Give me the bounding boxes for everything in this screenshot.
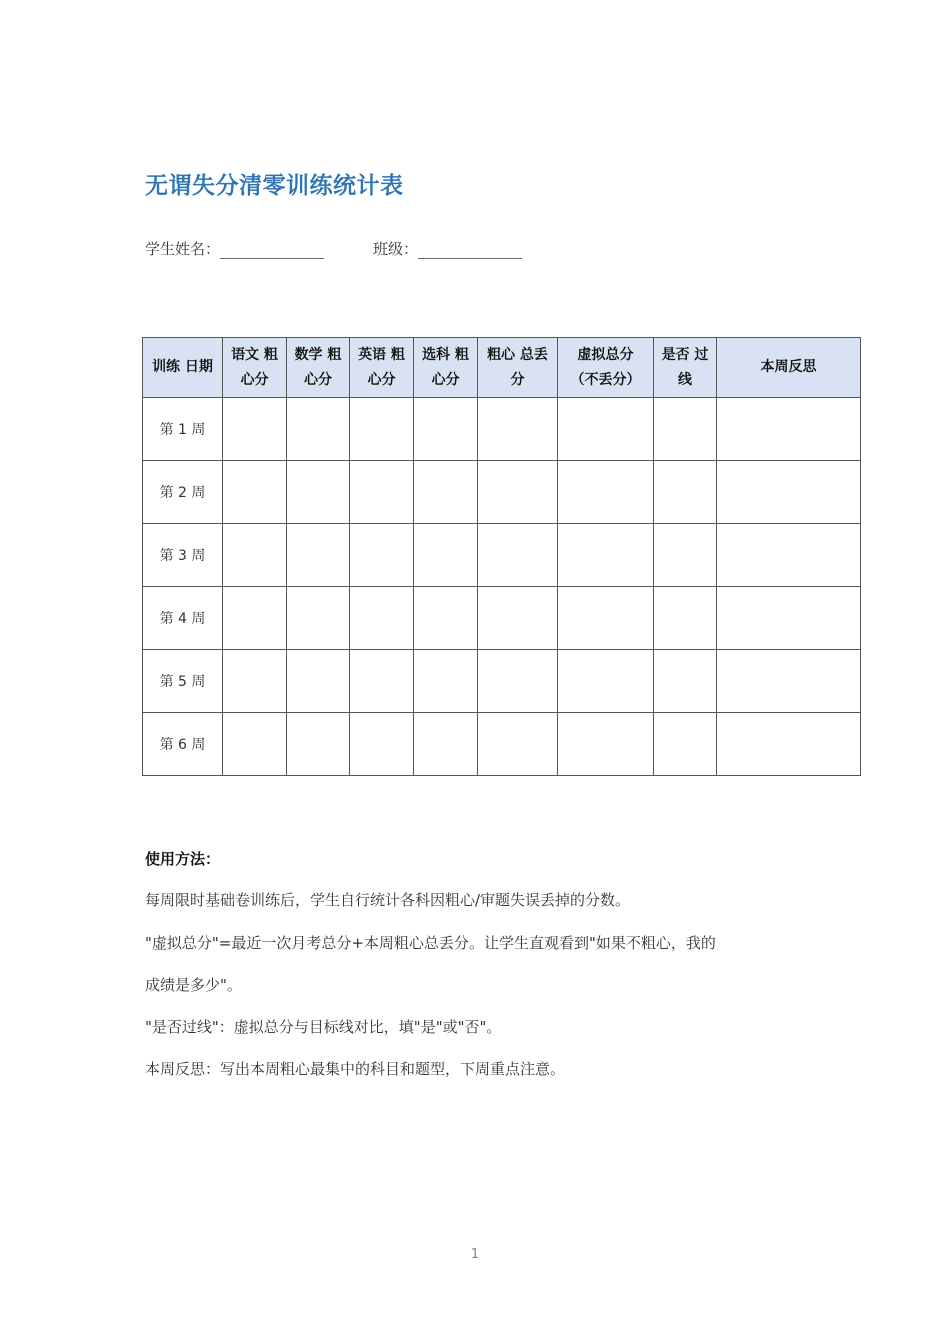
column-header-line2: 心分 xyxy=(240,371,269,388)
stats-table xyxy=(142,337,861,776)
column-header-line1: 虚拟总分 xyxy=(577,346,634,363)
entry-cell[interactable] xyxy=(350,650,414,713)
entry-cell[interactable] xyxy=(717,524,861,587)
column-header-line1: 训练 日期 xyxy=(152,359,213,375)
entry-cell[interactable] xyxy=(478,398,558,461)
entry-cell[interactable] xyxy=(350,587,414,650)
column-header xyxy=(143,338,223,398)
table-body xyxy=(143,398,861,776)
entry-cell[interactable] xyxy=(717,650,861,713)
table-row xyxy=(143,713,861,776)
class-field xyxy=(373,238,522,259)
column-header-line1: 英语 粗 xyxy=(358,346,405,363)
column-header xyxy=(558,338,654,398)
entry-cell[interactable] xyxy=(478,461,558,524)
student-name-field xyxy=(145,238,324,259)
entry-cell[interactable] xyxy=(558,398,654,461)
entry-cell[interactable] xyxy=(287,713,350,776)
table-header-row xyxy=(143,338,861,398)
table-row xyxy=(143,587,861,650)
entry-cell[interactable] xyxy=(717,587,861,650)
column-header xyxy=(287,338,350,398)
entry-cell[interactable] xyxy=(414,587,478,650)
entry-cell[interactable] xyxy=(287,587,350,650)
week-label: 第 5 周 xyxy=(143,650,223,713)
week-label: 第 1 周 xyxy=(143,398,223,461)
entry-cell[interactable] xyxy=(223,650,287,713)
entry-cell[interactable] xyxy=(287,398,350,461)
page-title: 无谓失分清零训练统计表 xyxy=(145,173,404,199)
entry-cell[interactable] xyxy=(478,587,558,650)
table-row xyxy=(143,461,861,524)
column-header-line1: 语文 粗 xyxy=(231,346,278,363)
column-header-line2: 线 xyxy=(678,371,692,388)
column-header xyxy=(350,338,414,398)
student-name-blank[interactable] xyxy=(220,242,324,259)
column-header xyxy=(223,338,287,398)
entry-cell[interactable] xyxy=(654,650,717,713)
week-label: 第 3 周 xyxy=(143,524,223,587)
usage-line: 每周限时基础卷训练后，学生自行统计各科因粗心/审题失误丢掉的分数。 xyxy=(145,891,631,909)
class-label: 班级： xyxy=(373,240,419,258)
entry-cell[interactable] xyxy=(654,713,717,776)
entry-cell[interactable] xyxy=(558,650,654,713)
entry-cell[interactable] xyxy=(223,524,287,587)
week-label: 第 6 周 xyxy=(143,713,223,776)
entry-cell[interactable] xyxy=(287,524,350,587)
column-header xyxy=(478,338,558,398)
table-row xyxy=(143,398,861,461)
entry-cell[interactable] xyxy=(223,713,287,776)
entry-cell[interactable] xyxy=(223,461,287,524)
class-blank[interactable] xyxy=(418,242,522,259)
column-header-line2: 心分 xyxy=(304,371,332,388)
entry-cell[interactable] xyxy=(414,398,478,461)
entry-cell[interactable] xyxy=(558,713,654,776)
entry-cell[interactable] xyxy=(478,524,558,587)
column-header-line1: 本周反思 xyxy=(760,359,817,375)
entry-cell[interactable] xyxy=(478,713,558,776)
column-header-line2: 心分 xyxy=(431,371,460,388)
entry-cell[interactable] xyxy=(558,461,654,524)
entry-cell[interactable] xyxy=(350,398,414,461)
usage-line: "虚拟总分"=最近一次月考总分+本周粗心总丢分。让学生直观看到"如果不粗心，我的 xyxy=(145,934,716,952)
entry-cell[interactable] xyxy=(654,524,717,587)
entry-cell[interactable] xyxy=(717,398,861,461)
column-header xyxy=(654,338,717,398)
entry-cell[interactable] xyxy=(654,398,717,461)
column-header-line1: 粗心 总丢 xyxy=(487,346,548,363)
entry-cell[interactable] xyxy=(558,524,654,587)
column-header-line1: 数学 粗 xyxy=(294,346,342,363)
column-header-line1: 选科 粗 xyxy=(422,346,469,363)
column-header-line2: （不丢分） xyxy=(570,371,641,388)
entry-cell[interactable] xyxy=(414,461,478,524)
entry-cell[interactable] xyxy=(350,461,414,524)
entry-cell[interactable] xyxy=(350,713,414,776)
entry-cell[interactable] xyxy=(287,650,350,713)
week-label: 第 2 周 xyxy=(143,461,223,524)
entry-cell[interactable] xyxy=(717,713,861,776)
week-label: 第 4 周 xyxy=(143,587,223,650)
entry-cell[interactable] xyxy=(414,650,478,713)
entry-cell[interactable] xyxy=(478,650,558,713)
usage-line: 本周反思：写出本周粗心最集中的科目和题型，下周重点注意。 xyxy=(145,1060,566,1078)
entry-cell[interactable] xyxy=(287,461,350,524)
usage-line: 成绩是多少"。 xyxy=(145,976,242,994)
entry-cell[interactable] xyxy=(654,587,717,650)
column-header xyxy=(717,338,861,398)
column-header-line1: 是否 过 xyxy=(661,346,709,363)
column-header xyxy=(414,338,478,398)
table-row xyxy=(143,650,861,713)
column-header-line2: 分 xyxy=(510,371,525,388)
table-row xyxy=(143,524,861,587)
entry-cell[interactable] xyxy=(223,398,287,461)
entry-cell[interactable] xyxy=(414,524,478,587)
usage-title: 使用方法： xyxy=(145,850,221,868)
entry-cell[interactable] xyxy=(223,587,287,650)
student-name-label: 学生姓名： xyxy=(145,240,221,258)
usage-line: "是否过线"：虚拟总分与目标线对比，填"是"或"否"。 xyxy=(145,1018,502,1036)
entry-cell[interactable] xyxy=(654,461,717,524)
page-number: 1 xyxy=(470,1247,480,1262)
entry-cell[interactable] xyxy=(717,461,861,524)
entry-cell[interactable] xyxy=(558,587,654,650)
column-header-line2: 心分 xyxy=(367,371,396,388)
entry-cell[interactable] xyxy=(414,713,478,776)
entry-cell[interactable] xyxy=(350,524,414,587)
